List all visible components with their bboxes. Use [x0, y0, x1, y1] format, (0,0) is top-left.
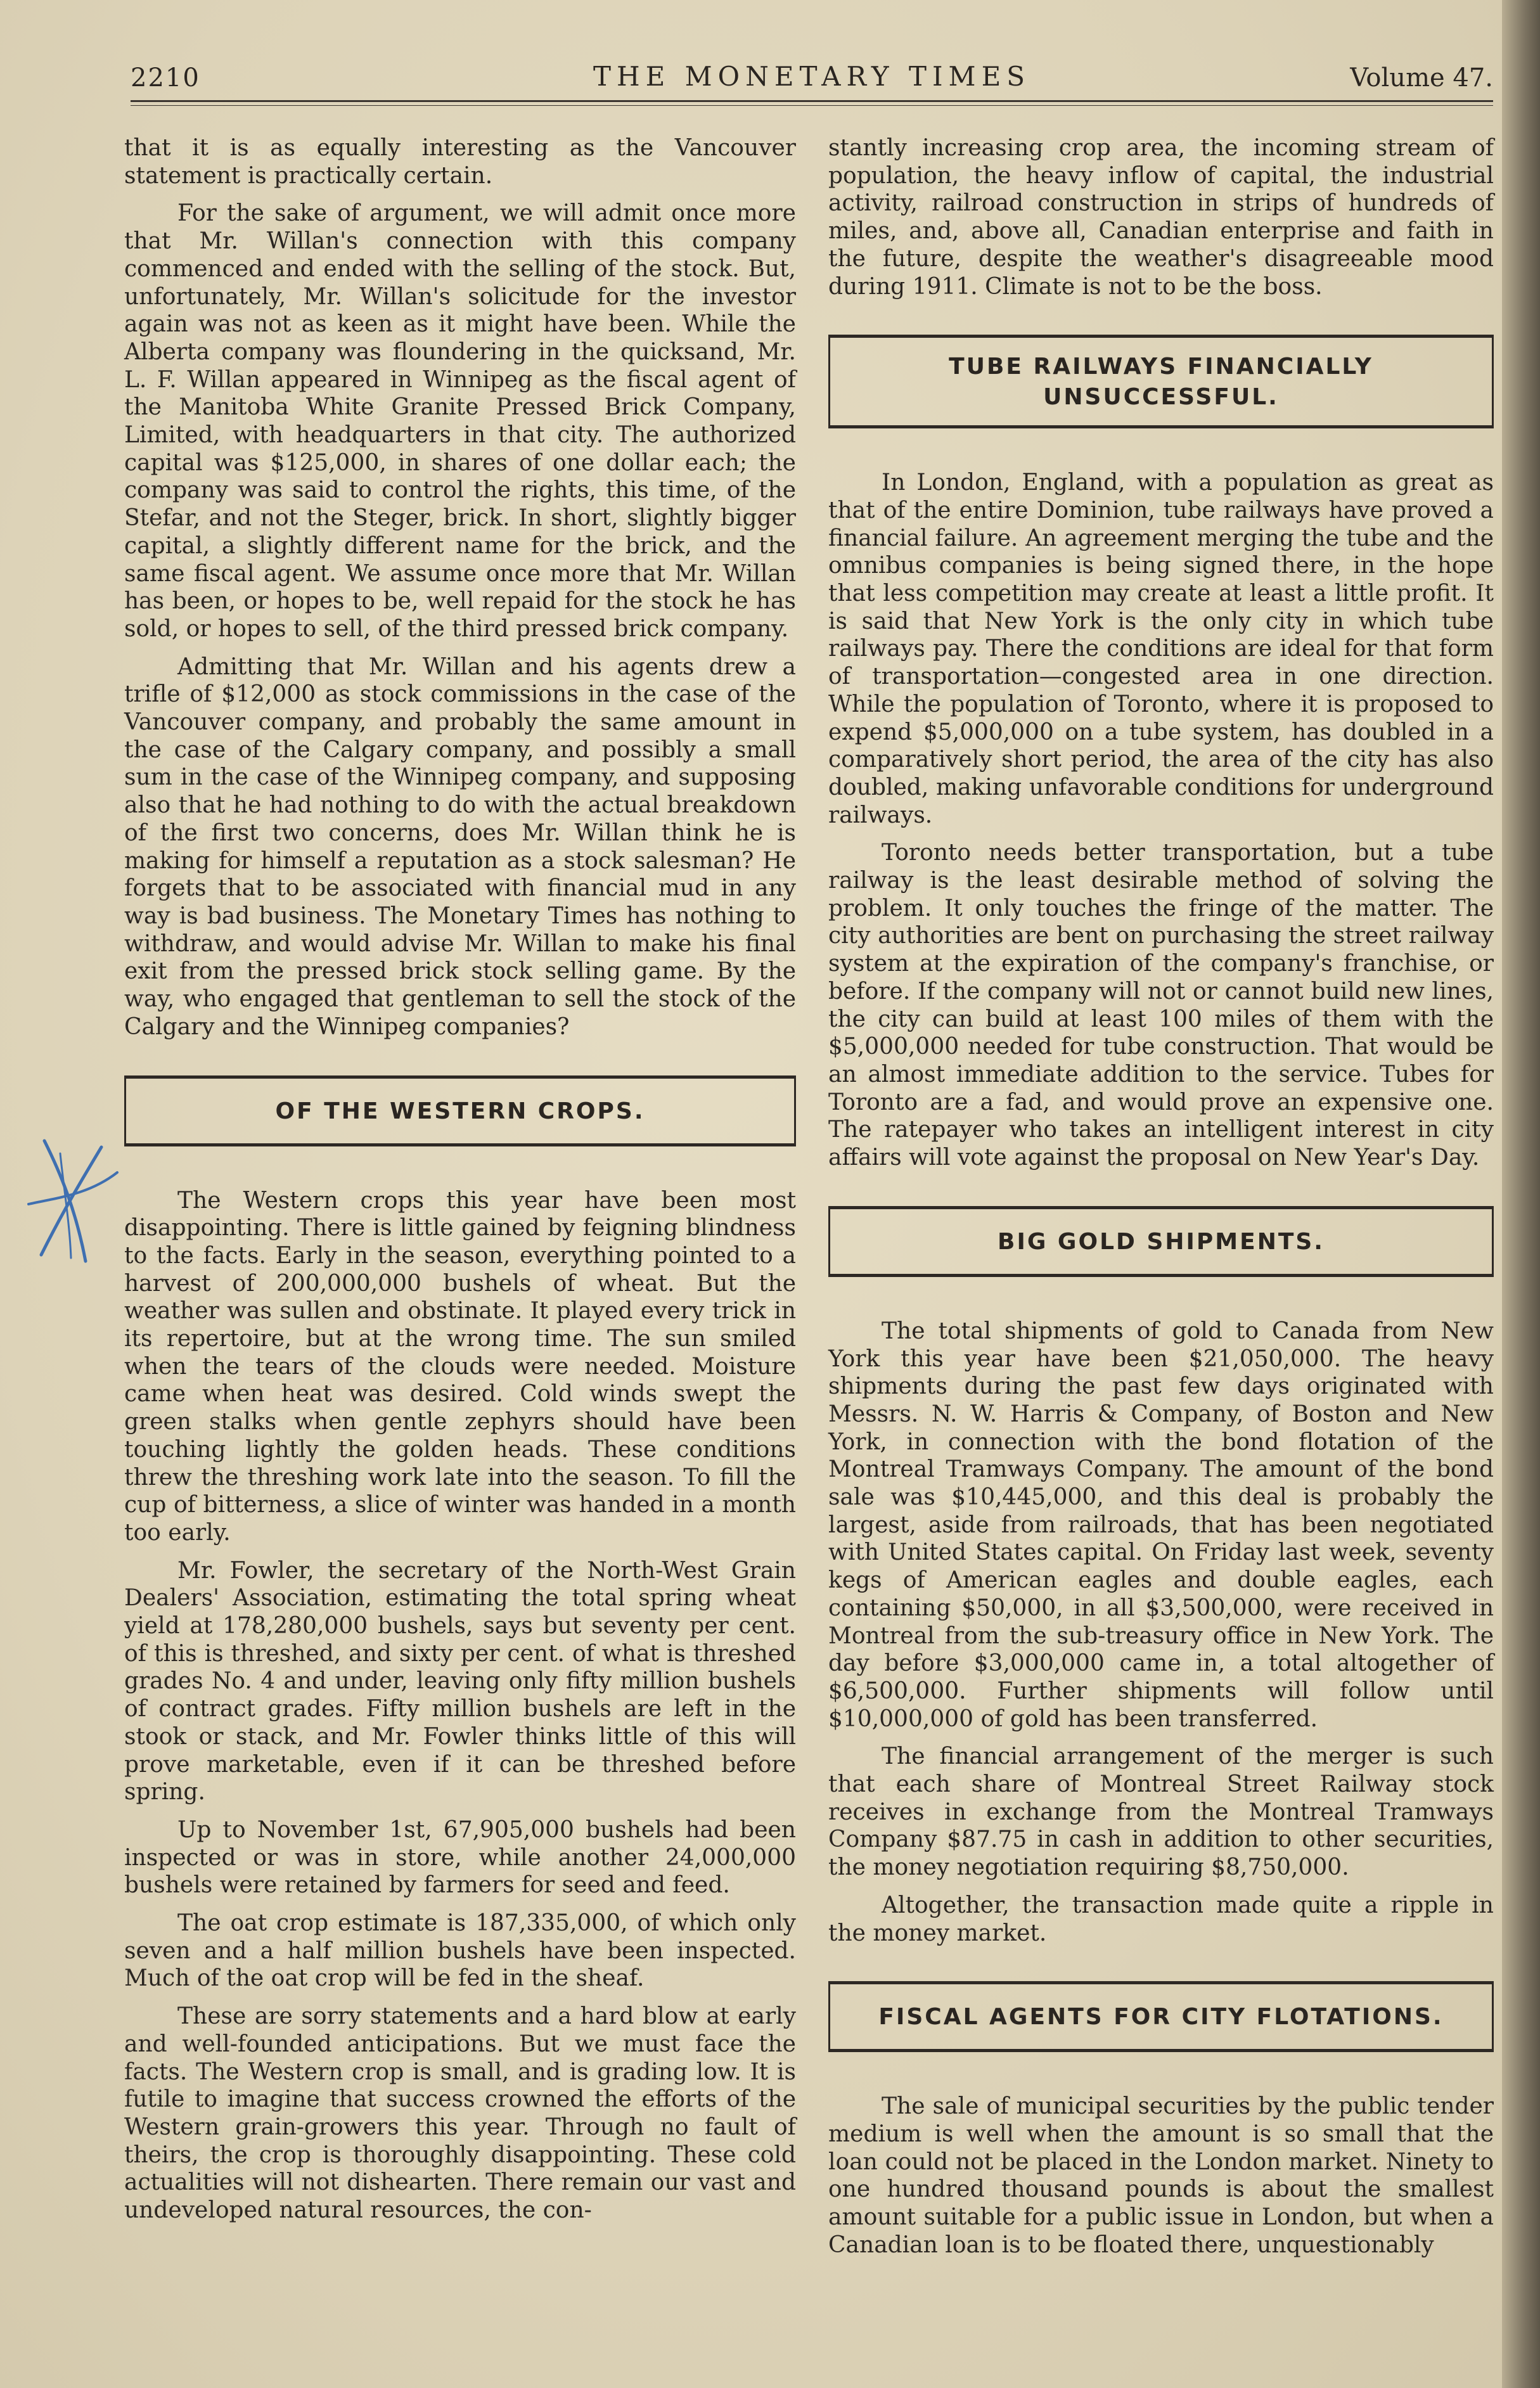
paragraph: The total shipments of gold to Canada from New York this year have been $21,050,000. The heavy shipments during the past few days originated with Messrs. N. W. Harris & Company, of Boston and New York, in connection with the bond flotation of the Montreal Tramways Company. The amount of the bond sale was $10,445,000, and this deal is probably the largest, aside from railroads, that has been negotiated with United States capital. On Friday last week, seventy kegs of American eagles and double eagles, each containing $50,000, in all $3,500,000, were received in Montreal from the sub-treasury office in New York. The day before $3,000,000 came in, a total altogether of $6,500,000. Further shipments will follow until $10,000,000 of gold has been transferred.: [828, 1318, 1494, 1732]
paragraph: Admitting that Mr. Willan and his agents drew a trifle of $12,000 as stock commissions in the case of the Vancouver company, and probably the same amount in the case of the Calgary company, and possibly a small sum in the case of the Winnipeg company, and supposing also that he had nothing to do with the actual breakdown of the first two concerns, does Mr. Willan think he is making for himself a reputation as a stock salesman? He forgets that to be associated with financial mud in any way is bad business. The Monetary Times has nothing to withdraw, and would advise Mr. Willan to make his final exit from the pressed brick stock selling game. By the way, who engaged that gentleman to sell the stock of the Calgary and the Winnipeg companies?: [124, 653, 796, 1040]
heading-text: BIG GOLD SHIPMENTS.: [998, 1228, 1325, 1255]
paragraph: Mr. Fowler, the secretary of the North-West Grain Dealers' Association, estimating the total spring wheat yield at 178,280,000 bushels, says but seventy per cent. of this is threshed, and sixty per cent. of what is threshed grades No. 4 and under, leaving only fifty million bushels of contract grades. Fifty million bushels are left in the stook or stack, and Mr. Fowler thinks little of this will prove marketable, even if it can be threshed before spring.: [124, 1557, 796, 1806]
header-rule-thin: [131, 105, 1493, 106]
page-edge: [1502, 0, 1540, 2388]
heading-text: OF THE WESTERN CROPS.: [275, 1098, 645, 1124]
right-column: [828, 134, 1494, 2269]
heading-text-line2: UNSUCCESSFUL.: [1043, 384, 1279, 411]
paragraph: In London, England, with a population as great as that of the entire Dominion, tube railways have proved a financial failure. An agreement merging the tube and the omnibus companies is being signed there, in the hope that less competition may create at least a little profit. It is said that New York is the only city in which tube railways pay. There the conditions are ideal for that form of transportation—congested area in one direction. While the population of Toronto, where it is proposed to expend $5,000,000 on a tube system, has doubled in a comparatively short period, the area of the city has also doubled, making unfavorable conditions for underground railways.: [828, 470, 1494, 828]
heading-text: FISCAL AGENTS FOR CITY FLOTATIONS.: [878, 2004, 1444, 2031]
left-column: [124, 134, 796, 2235]
paragraph: The oat crop estimate is 187,335,000, of which only seven and a half million bushels have been inspected. Much of the oat crop will be fed in the sheaf.: [124, 1910, 796, 1992]
paragraph: The financial arrangement of the merger is such that each share of Montreal Street Railway stock receives in exchange from the Montreal Tramways Company $87.75 in cash in addition to other securities, the money negotiation requiring $8,750,000.: [828, 1743, 1494, 1881]
paragraph: Altogether, the transaction made quite a ripple in the money market.: [828, 1892, 1494, 1946]
running-head: [131, 58, 1493, 96]
paragraph: These are sorry statements and a hard blow at early and well-founded anticipations. But we must face the facts. The Western crop is small, and is grading low. It is futile to imagine that success crowned the efforts of the Western grain-growers this year. Through no fault of theirs, the crop is thoroughly disappointing. These cold actualities will not dishearten. There remain our vast and undeveloped natural resources, the con-: [124, 2003, 796, 2224]
paragraph: Toronto needs better transportation, but a tube railway is the least desirable method of solving the problem. It only touches the fringe of the matter. The city authorities are bent on purchasing the street railway system at the expiration of the company's franchise, or before. If the company will not or cannot build new lines, the city can build at least 100 miles of them with the $5,000,000 needed for tube construction. That would be an almost immediate addition to the service. Tubes for Toronto are a fad, and would prove an expensive one. The ratepayer who takes an intelligent interest in city affairs will vote against the proposal on New Year's Day.: [828, 840, 1494, 1171]
page-number: 2210: [131, 63, 200, 93]
paragraph: For the sake of argument, we will admit once more that Mr. Willan's connection with this company commenced and ended with the selling of the stock. But, unfortunately, Mr. Willan's solicitude for the investor again was not as keen as it might have been. While the Alberta company was floundering in the quicksand, Mr. L. F. Willan appeared in Winnipeg as the fiscal agent of the Manitoba White Granite Pressed Brick Company, Limited, with headquarters in that city. The authorized capital was $125,000, in shares of one dollar each; the company was said to control the rights, this time, of the Stefar, and not the Steger, brick. In short, slightly bigger capital, a slightly different name for the brick, and the same fiscal agent. We assume once more that Mr. Willan has been, or hopes to be, well repaid for the stock he has sold, or hopes to sell, of the third pressed brick company.: [124, 200, 796, 642]
section-heading-gold-shipments: [828, 1206, 1494, 1277]
paragraph: stantly increasing crop area, the incoming stream of population, the heavy inflow of capital, the industrial activity, railroad construction in strips of hundreds of miles, and, above all, Canadian enterprise and faith in the future, despite the weather's disagreeable mood during 1911. Climate is not to be the boss.: [828, 135, 1494, 300]
section-heading-fiscal-agents: [828, 1981, 1494, 2052]
paragraph: Up to November 1st, 67,905,000 bushels had been inspected or was in store, while another 24,000,000 bushels were retained by farmers for seed and feed.: [124, 1816, 796, 1899]
header-rule: [131, 100, 1493, 102]
heading-text-line1: TUBE RAILWAYS FINANCIALLY: [949, 354, 1373, 380]
volume-label: Volume 47.: [1350, 63, 1493, 93]
section-heading-western-crops: [124, 1075, 796, 1146]
paragraph: The Western crops this year have been most disappointing. There is little gained by feigning blindness to the facts. Early in the season, everything pointed to a harvest of 200,000,000 bushels of wheat. But the weather was sullen and obstinate. It played every trick in its repertoire, but at the wrong time. The sun smiled when the tears of the clouds were needed. Moisture came when heat was desired. Cold winds swept the green stalks when gentle zephyrs should have been touching lightly the golden heads. These conditions threw the threshing work late into the season. To fill the cup of bitterness, a slice of winter was handed in a month too early.: [124, 1187, 796, 1546]
publication-title: THE MONETARY TIMES: [593, 61, 1030, 92]
margin-check-mark-icon: [25, 1134, 120, 1268]
section-heading-tube-railways: [828, 335, 1494, 428]
paragraph: The sale of municipal securities by the public tender medium is well when the amount is so small that the loan could not be placed in the London market. Ninety to one hundred thousand pounds is about the smallest amount suitable for a public issue in London, but when a Canadian loan is to be floated there, unquestionably: [828, 2093, 1494, 2258]
paragraph: that it is as equally interesting as the Vancouver statement is practically certain.: [124, 135, 796, 189]
